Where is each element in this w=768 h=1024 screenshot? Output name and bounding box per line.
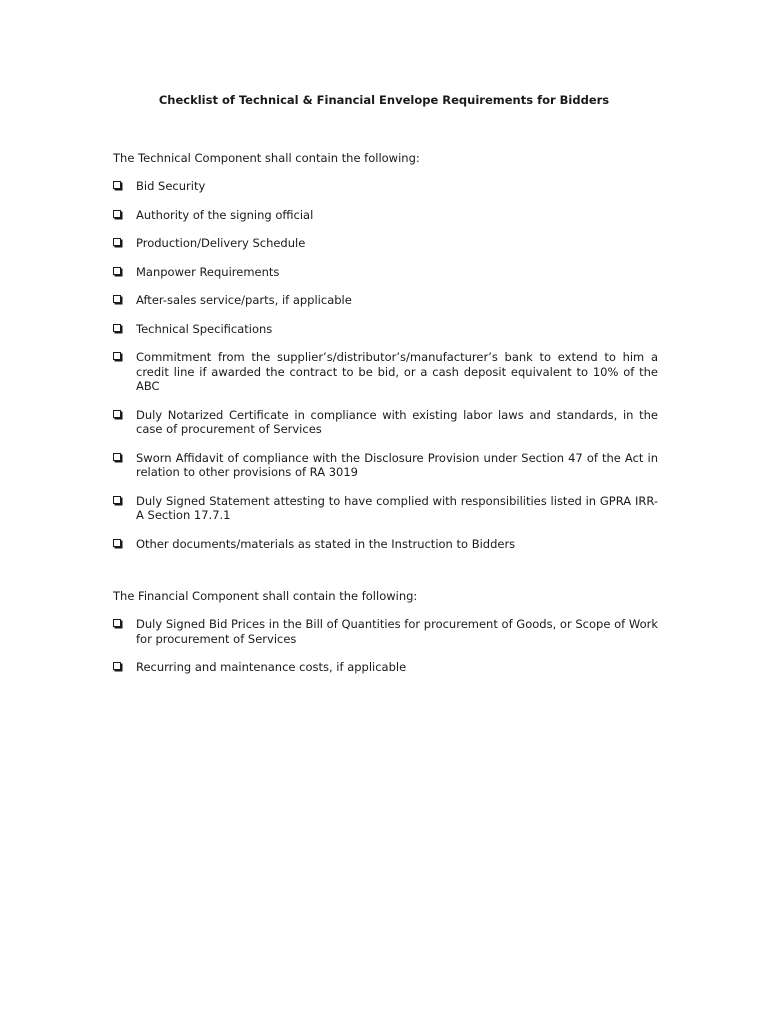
checklist-item-recurring-costs <box>113 660 658 675</box>
checkbox-square-icon <box>113 619 121 627</box>
checkbox-square-icon <box>113 181 121 189</box>
checkbox-square-icon <box>113 352 121 360</box>
technical-component-section <box>113 151 658 551</box>
page-title: Checklist of Technical & Financial Envelope Requirements for Bidders <box>158 93 610 107</box>
checklist-item-label: Duly Notarized Certificate in compliance with existing labor laws and standards, in the case of procurement of Services <box>136 407 658 436</box>
technical-component-intro: The Technical Component shall contain the following: <box>113 151 420 165</box>
checklist-item-after-sales <box>113 293 658 308</box>
checklist-item-label: Duly Signed Bid Prices in the Bill of Quantities for procurement of Goods, or Scope of Work for procurement of Services <box>136 617 658 646</box>
checklist-item-manpower <box>113 265 658 280</box>
checkbox-square-icon <box>113 662 121 670</box>
checkbox-square-icon <box>113 539 121 547</box>
checklist-item-notarized-certificate <box>113 408 658 437</box>
checklist-item-bank-commitment <box>113 350 658 394</box>
checkbox-square-icon <box>113 238 121 246</box>
checklist-item-label: Technical Specifications <box>136 321 273 336</box>
checklist-item-label: Production/Delivery Schedule <box>136 236 306 250</box>
checklist-item-other-documents <box>113 537 658 552</box>
checklist-item-label: Recurring and maintenance costs, if applicable <box>136 660 407 674</box>
checklist-item-bid-security <box>113 179 658 194</box>
checklist-item-label: Bid Security <box>136 179 206 193</box>
financial-checklist <box>113 617 658 675</box>
checkbox-square-icon <box>113 453 121 461</box>
checklist-item-delivery-schedule <box>113 236 658 251</box>
checklist-item-label: Duly Signed Statement attesting to have complied with responsibilities listed in GPRA IRR-A Section 17.7.1 <box>136 493 658 522</box>
financial-component-section <box>113 589 658 675</box>
checkbox-square-icon <box>113 324 121 332</box>
checklist-item-label: Sworn Affidavit of compliance with the Disclosure Provision under Section 47 of the Act in relation to other provisions of RA 3019 <box>136 450 658 479</box>
checkbox-square-icon <box>113 210 121 218</box>
technical-checklist <box>113 179 658 551</box>
checklist-item-label: Other documents/materials as stated in the Instruction to Bidders <box>136 536 516 551</box>
checklist-item-label: Commitment from the supplier’s/distributor’s/manufacturer’s bank to extend to him a credit line if awarded the contract to be bid, or a cash deposit equivalent to 10% of the ABC <box>136 350 658 393</box>
checklist-item-signing-authority <box>113 208 658 223</box>
checkbox-square-icon <box>113 267 121 275</box>
checklist-item-sworn-affidavit <box>113 451 658 480</box>
checklist-item-label: Authority of the signing official <box>136 207 314 222</box>
checkbox-square-icon <box>113 295 121 303</box>
checklist-item-label: Manpower Requirements <box>136 264 280 279</box>
checkbox-square-icon <box>113 496 121 504</box>
financial-component-intro: The Financial Component shall contain the following: <box>113 589 418 603</box>
checklist-item-technical-specs <box>113 322 658 337</box>
checklist-item-bid-prices <box>113 617 658 646</box>
checklist-item-signed-statement <box>113 494 658 523</box>
checklist-item-label: After-sales service/parts, if applicable <box>136 293 352 307</box>
checkbox-square-icon <box>113 410 121 418</box>
